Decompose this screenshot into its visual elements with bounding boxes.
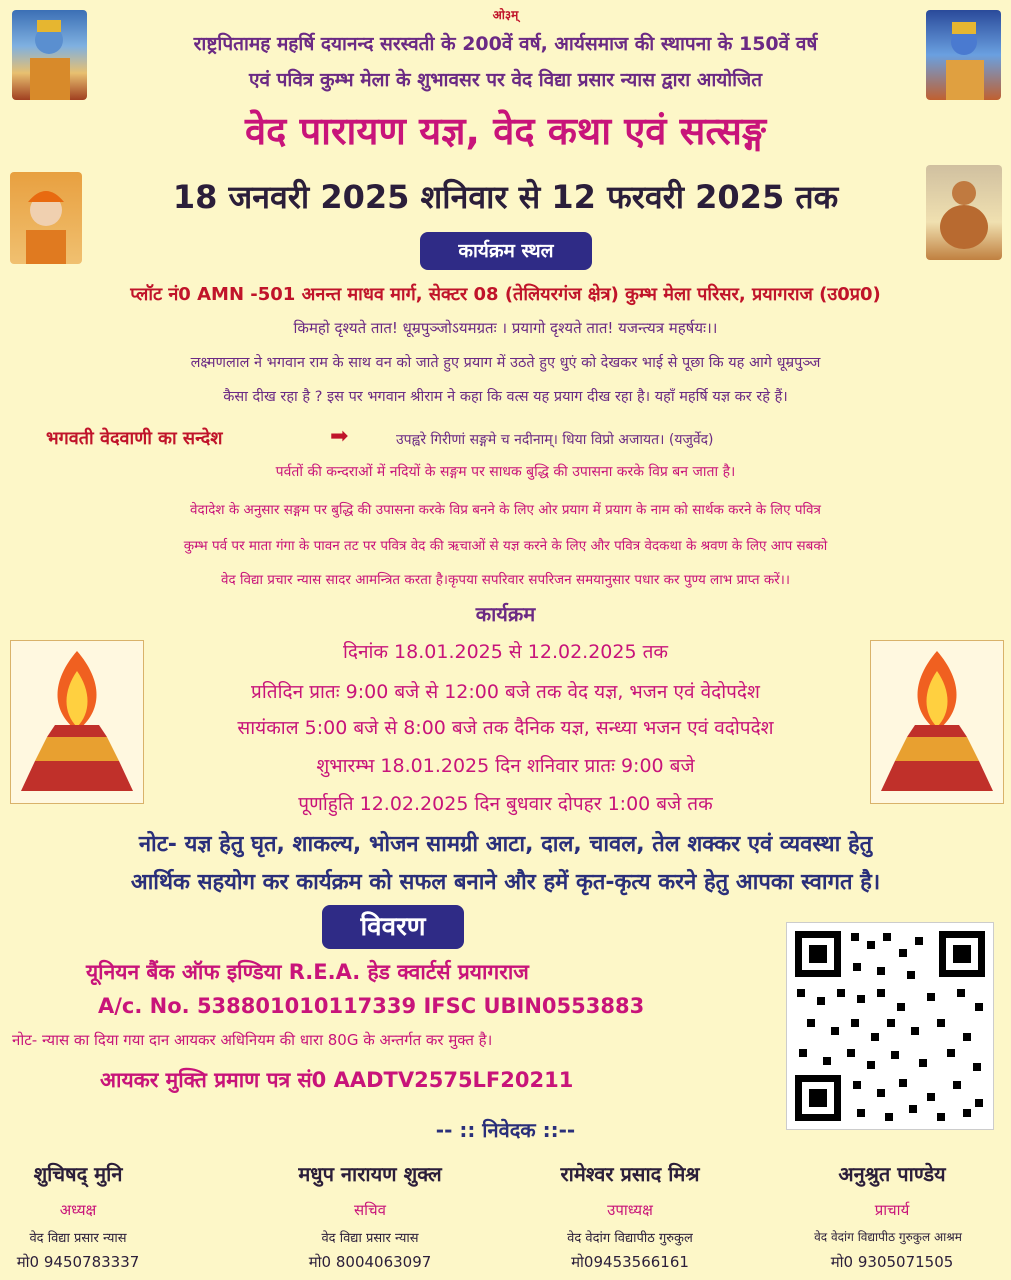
- signatory-1-mobile: मो0 9450783337: [16, 1253, 140, 1271]
- signatory-1-name: शुचिषद् मुनि: [33, 1162, 123, 1186]
- signatory-2-name: मधुप नारायण शुक्ल: [298, 1162, 442, 1186]
- signatory-2-mobile: मो0 8004063097: [308, 1253, 432, 1271]
- invite-line-2: कुम्भ पर्व पर माता गंगा के पावन तट पर पवित्र वेद की ऋचाओं से यज्ञ करने के लिए और पवित्र वेदकथा के श्रवण के लिए आप सबको: [183, 538, 828, 554]
- note-line-2: आर्थिक सहयोग कर कार्यक्रम को सफल बनाने और हमें कृत-कृत्य करने हेतु आपका स्वागत है।: [130, 870, 881, 895]
- tax-certificate: आयकर मुक्ति प्रमाण पत्र सं0 AADTV2575LF20211: [100, 1068, 574, 1092]
- invite-line-1: वेदादेश के अनुसार सङ्गम पर बुद्धि की उपासना करके विप्र बनने के लिए ओर प्रयाग में प्रयाग के नाम को सार्थक करने के लिए पवित्र: [190, 502, 821, 518]
- program-line-2: प्रतिदिन प्रातः 9:00 बजे से 12:00 बजे तक वेद यज्ञ, भजन एवं वेदोपदेश: [251, 681, 760, 703]
- qr-code-image: [786, 922, 994, 1130]
- message-label: भगवती वेदवाणी का सन्देश: [46, 428, 223, 449]
- signatory-2-role: सचिव: [354, 1201, 386, 1219]
- signatory-3-mobile: मो09453566161: [571, 1253, 689, 1271]
- program-line-5: पूर्णाहुति 12.02.2025 दिन बुधवार दोपहर 1:00 बजे तक: [298, 793, 713, 815]
- note-line-1: नोट- यज्ञ हेतु घृत, शाकल्य, भोजन सामग्री आटा, दाल, चावल, तेल शक्कर एवं व्यवस्था हेतु: [138, 832, 873, 857]
- header-line-1: राष्ट्रपितामह महर्षि दयानन्द सरस्वती के 200वें वर्ष, आर्यसमाज की स्थापना के 150वें वर्ष: [193, 33, 818, 55]
- havan-kund-left-image: [10, 640, 144, 804]
- arrow-icon: ➡: [330, 424, 349, 449]
- shloka: किमहो दृश्यते तात! धूम्रपुञ्जोऽयमग्रतः । प्रयागो दृश्यते तात! यजन्त्यत्र महर्षयः।।: [293, 319, 718, 337]
- tax-note: नोट- न्यास का दिया गया दान आयकर अधिनियम की धारा 80G के अन्तर्गत कर मुक्त है।: [12, 1031, 493, 1049]
- invite-line-3: वेद विद्या प्रचार न्यास सादर आमन्त्रित करता है।कृपया सपरिवार सपरिजन समयानुसार पधार कर पुण्य लाभ प्राप्त करें।।: [221, 572, 790, 588]
- mantra-meaning: पर्वतों की कन्दराओं में नदियों के सङ्गम पर साधक बुद्धि की उपासना करके विप्र बन जाता है।: [275, 464, 736, 480]
- signatory-4-mobile: मो0 9305071505: [830, 1253, 954, 1271]
- program-label: कार्यक्रम: [475, 602, 536, 626]
- signatory-3-name: रामेश्वर प्रसाद मिश्र: [560, 1162, 700, 1186]
- story-line-1: लक्ष्मणलाल ने भगवान राम के साथ वन को जाते हुए प्रयाग में उठते हुए धुएं को देखकर भाई से पूछा कि यह आगे धूम्रपुञ्ज: [190, 355, 821, 371]
- signatory-1-role: अध्यक्ष: [59, 1201, 97, 1219]
- signatory-2-org: वेद विद्या प्रसार न्यास: [321, 1231, 419, 1246]
- signatory-3-org: वेद वेदांग विद्यापीठ गुरुकुल: [567, 1231, 693, 1246]
- signatory-4-name: अनुश्रुत पाण्डेय: [838, 1162, 946, 1186]
- event-dates: 18 जनवरी 2025 शनिवार से 12 फरवरी 2025 तक: [172, 178, 839, 216]
- signatories-label: -- :: निवेदक ::--: [435, 1118, 576, 1142]
- venue-address: प्लॉट नं0 AMN -501 अनन्त माधव मार्ग, सेक्टर 08 (तेलियरगंज क्षेत्र) कुम्भ मेला परिसर, प्रयागराज (उ0प्र0): [130, 284, 881, 305]
- program-line-3: सायंकाल 5:00 बजे से 8:00 बजे तक दैनिक यज्ञ, सन्ध्या भजन एवं वदोपदेश: [237, 717, 774, 739]
- signatory-1-org: वेद विद्या प्रसार न्यास: [29, 1231, 127, 1246]
- signatory-4-org: वेद वेदांग विद्यापीठ गुरुकुल आश्रम: [814, 1230, 962, 1244]
- story-line-2: कैसा दीख रहा है ? इस पर भगवान श्रीराम ने कहा कि वत्स यह प्रयाग दीख रहा है। यहाँ महर्षि यज्ञ कर रहे हैं।: [223, 389, 788, 405]
- om-symbol: ओ३म्: [492, 8, 519, 22]
- header-line-2: एवं पवित्र कुम्भ मेला के शुभावसर पर वेद विद्या प्रसार न्यास द्वारा आयोजित: [248, 69, 763, 91]
- signatory-4-role: प्राचार्य: [874, 1201, 910, 1219]
- program-line-1: दिनांक 18.01.2025 से 12.02.2025 तक: [342, 641, 669, 663]
- venue-label: कार्यक्रम स्थल: [420, 232, 592, 270]
- bank-name: यूनियन बैंक ऑफ इण्डिया R.E.A. हेड क्वार्टर्स प्रयागराज: [86, 960, 529, 984]
- mantra: उपह्वरे गिरीणां सङ्गमे च नदीनाम्। धिया विप्रो अजायत। (यजुर्वेद): [396, 432, 714, 448]
- page-title: वेद पारायण यज्ञ, वेद कथा एवं सत्सङ्ग: [245, 109, 766, 153]
- bank-label: विवरण: [322, 905, 464, 949]
- havan-kund-right-image: [870, 640, 1004, 804]
- bank-account: A/c. No. 53880101011733​9 IFSC UBIN0553883: [98, 994, 645, 1018]
- signatory-3-role: उपाध्यक्ष: [607, 1201, 653, 1219]
- program-line-4: शुभारम्भ 18.01.2025 दिन शनिवार प्रातः 9:00 बजे: [316, 755, 695, 777]
